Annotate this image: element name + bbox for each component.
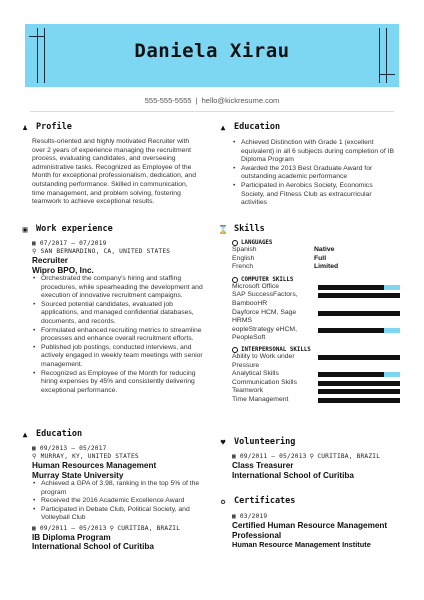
education-entry: [32, 445, 207, 552]
education-degree-2: IB Diploma Program: [32, 532, 111, 542]
skill-level-bar: [318, 389, 400, 394]
education-dates-2: ▦ 09/2011 – 05/2013 ⚲ CURITIBA, BRAZIL: [32, 524, 181, 532]
skill-name: Time Management: [232, 395, 289, 403]
list-item: • Orchestrated the company's hiring and staffing procedures, while spearheading the development and execution of innovative recruitment campaigns.: [32, 275, 207, 301]
work-title: ▣ Work experience: [20, 224, 113, 234]
volunteering-org: International School of Curitiba: [232, 470, 354, 480]
education-list: [32, 480, 207, 523]
skill-row: [232, 309, 400, 326]
graduation-cap-icon: ▲: [220, 122, 226, 132]
skill-name: Ability to Work under Pressure: [232, 352, 295, 369]
volunteering-entry: [232, 453, 402, 480]
skill-name: SAP SuccessFactors, BambooHR: [232, 291, 298, 307]
education-right-list: [232, 139, 397, 208]
list-item: • Recognized as Employee of the Month for reducing hiring expenses by 45% and consistently delivering exceptional performance.: [32, 370, 207, 396]
skill-row: [232, 396, 400, 405]
profile-text: Results-oriented and highly motivated Recruiter with over 2 years of experience managing the recruitment process, evaluating candidates, and overseeing administrative tasks. Recognized as Employee of the Month for exceptional professionalism, dedication, and outstanding performance. Skilled in communication, time management, and problem solving, fostering teamwork to achieve exceptional results.: [32, 138, 196, 206]
volunteering-meta: ▦ 09/2011 – 05/2013 ⚲ CURITIBA, BRAZIL: [232, 453, 381, 460]
skill-level-bar: [318, 398, 400, 403]
language-row: French Limited: [232, 263, 339, 271]
skill-level-bar: [318, 311, 400, 316]
work-dates: ▦ 07/2017 – 07/2019: [32, 240, 107, 247]
skill-name: Teamwork: [232, 387, 263, 395]
education-school: Murray State University: [32, 470, 124, 480]
skill-level-remainder: [384, 328, 400, 333]
skill-level-remainder: [384, 285, 400, 290]
education-dates: ▦ 09/2013 – 05/2017: [32, 445, 107, 452]
briefcase-icon: ▣: [22, 224, 28, 234]
education-degree: Human Resources Management: [32, 461, 157, 470]
certificate-issuer: Human Resource Management Institute: [232, 540, 371, 549]
work-company: Wipro BPO, Inc.: [32, 265, 94, 275]
skill-level-bar: [318, 285, 400, 290]
skill-row: [232, 353, 400, 370]
header-frame-line: [29, 36, 45, 37]
list-item: • Participated in Aerobics Society, Economics Society, and Fitness Club as extracurricular activities: [232, 182, 397, 208]
skill-level-bar: [318, 381, 400, 386]
person-name: Daniela Xirau: [134, 40, 290, 62]
list-item: • Awarded the 2013 Best Graduate Award for outstanding academic performance: [232, 165, 397, 182]
work-entry: [32, 240, 207, 395]
list-item: • Achieved a GPA of 3.98, ranking in the top 5% of the program: [32, 480, 207, 497]
interpersonal-skills-list: [232, 353, 400, 405]
skill-name: Dayforce HCM, Sage HRMS: [232, 308, 297, 325]
skill-name: Analytical Skills: [232, 370, 279, 378]
list-item: • Achieved Distinction with Grade 1 (excellent equivalent) in all 6 subjects during completion of IB Diploma Program: [232, 139, 397, 165]
skill-level-bar: [318, 355, 400, 360]
skill-row: [232, 291, 400, 308]
skill-row: [232, 326, 400, 343]
skill-level-bar: [318, 372, 400, 377]
skill-name: Communication Skills: [232, 378, 297, 386]
skill-row: [232, 370, 400, 379]
computer-skills-list: [232, 283, 400, 343]
skill-name: eopleStrategy eHCM, PeopleSoft: [232, 325, 297, 342]
skill-row: [232, 387, 400, 396]
list-item: • Sourced potential candidates, evaluated job applications, and managed confidential databases, documents, and records.: [32, 301, 207, 327]
languages-label: LANGUAGES: [232, 240, 400, 246]
phone[interactable]: 555-555-5555: [144, 96, 192, 105]
list-item: • Formulated enhanced recruiting metrics to streamline processes and enhance overall recruitment efforts.: [32, 327, 207, 344]
certificate-date: ▦ 03/2019: [232, 513, 268, 520]
skills-title: ⌛ Skills: [218, 224, 265, 234]
education-school-2: International School of Curitiba: [32, 542, 154, 552]
email[interactable]: hello@kickresume.com: [201, 96, 280, 105]
skill-level-bar: [318, 328, 400, 333]
computer-skills-label: COMPUTER SKILLS: [232, 277, 400, 283]
work-role: Recruiter: [32, 256, 68, 265]
certificate-entry: [232, 513, 402, 550]
work-location: ⚲ SAN BERNARDINO, CA, UNITED STATES: [32, 248, 171, 255]
hourglass-icon: ⌛: [218, 224, 228, 234]
skill-row: [232, 283, 400, 292]
certificate-name: Certified Human Resource Management Professional: [232, 521, 388, 540]
list-item: • Published job postings, conducted interviews, and actively engaged in weekly team meetings with senior management.: [32, 344, 207, 370]
skill-level-bar: [318, 293, 400, 298]
skill-row: [232, 379, 400, 388]
heart-icon: ♥: [220, 437, 226, 447]
list-item: • Received the 2016 Academic Excellence Award: [32, 497, 207, 506]
skills-block: [232, 240, 400, 405]
list-item: • Participated in Debate Club, Political Society, and Volleyball Club: [32, 506, 207, 523]
skill-level-remainder: [384, 372, 400, 377]
certificates-title: ✪ Certificates: [218, 496, 295, 506]
interpersonal-skills-label: INTERPERSONAL SKILLS: [232, 347, 400, 353]
header-banner: [25, 24, 399, 87]
volunteering-title: ♥ Volunteering: [218, 437, 295, 447]
work-list: [32, 275, 207, 395]
skill-name: Microsoft Office: [232, 282, 280, 290]
profile-title: ♟ Profile: [20, 122, 72, 132]
award-icon: ✪: [220, 496, 226, 506]
education-right-title: ▲ Education: [218, 122, 280, 132]
language-row: English Full: [232, 254, 327, 262]
education-location: ⚲ MURRAY, KY, UNITED STATES: [32, 453, 139, 460]
volunteering-role: Class Treasurer: [232, 461, 294, 470]
language-row: Spanish Native: [232, 246, 335, 253]
divider: [30, 111, 394, 112]
contact-separator: |: [195, 96, 198, 105]
header-frame-line: [379, 74, 395, 75]
person-icon: ♟: [22, 122, 28, 132]
contact-line: [0, 96, 424, 105]
graduation-cap-icon: ▲: [22, 429, 28, 439]
education-left-title: ▲ Education: [20, 429, 82, 439]
